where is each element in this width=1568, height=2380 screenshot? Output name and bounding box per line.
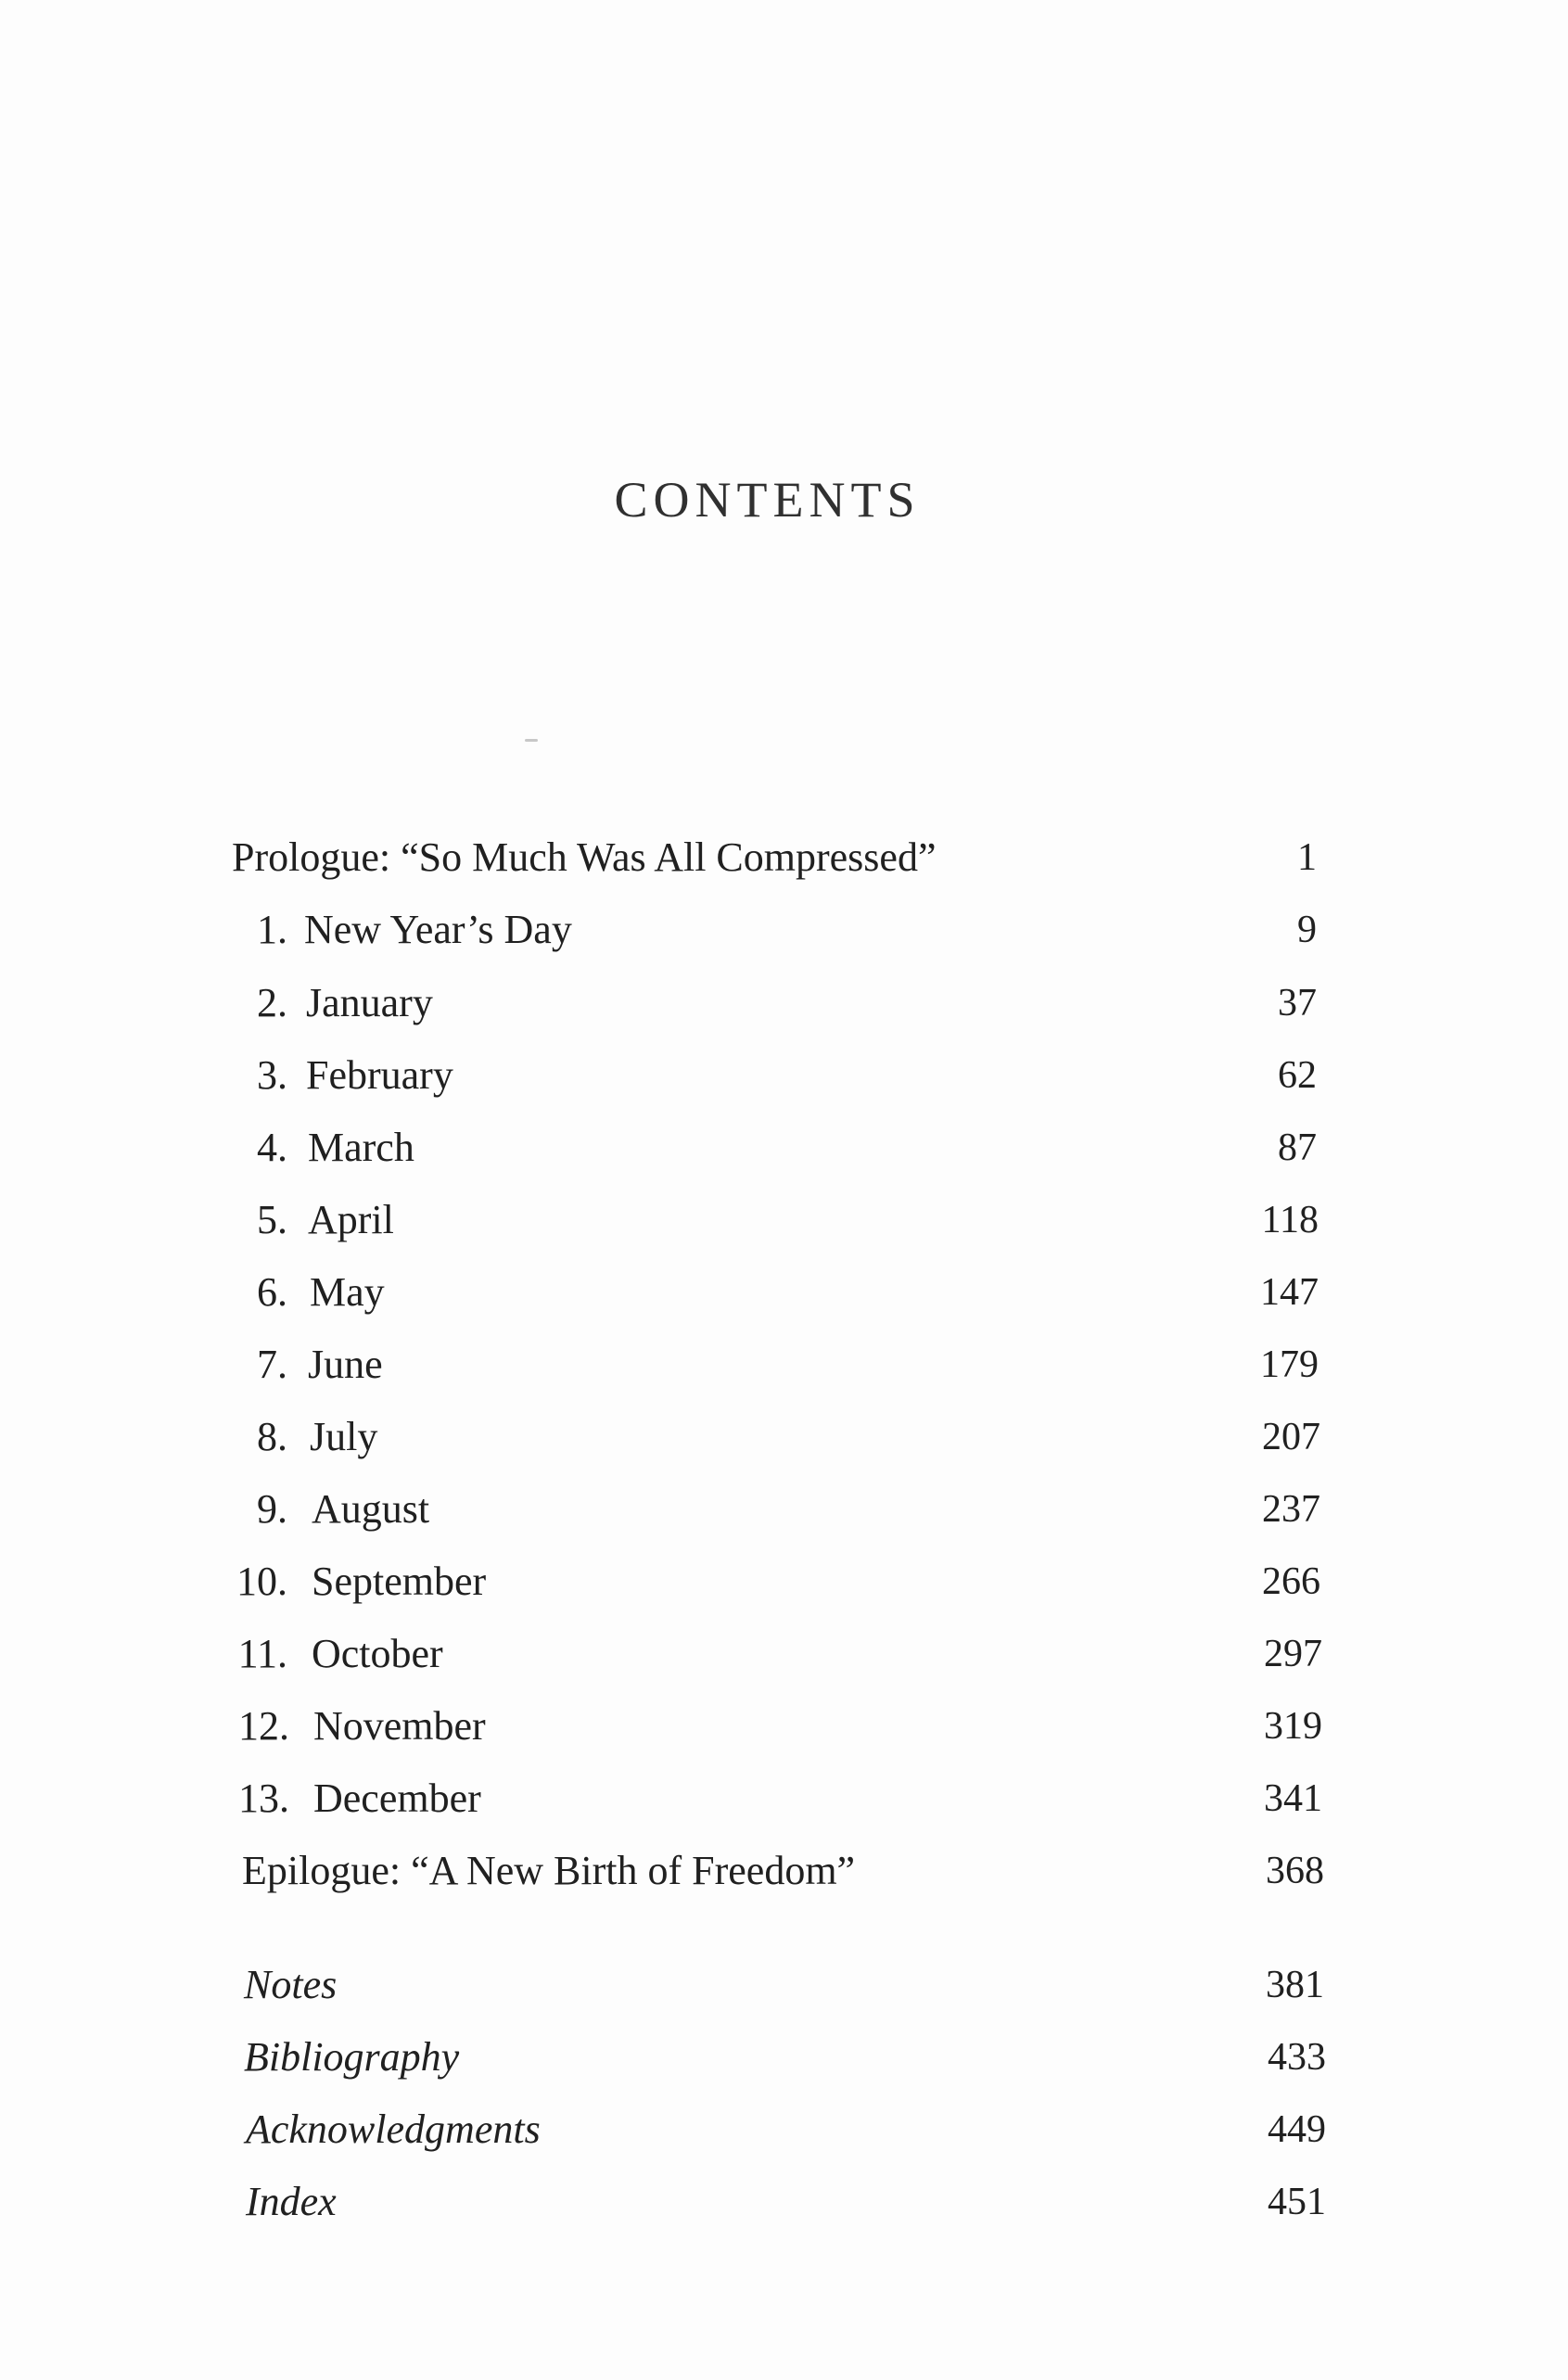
toc-entry-title: Epilogue: “A New Birth of Freedom” [242,1848,856,1893]
toc-entry-chapter[interactable] [0,1694,1568,1759]
toc-entry-epilogue[interactable] [0,1839,1568,1903]
toc-entry-title: New Year’s Day [304,907,572,952]
toc-entry-chapter[interactable] [0,897,1568,962]
toc-entry-back-matter[interactable] [0,1953,1568,2017]
toc-entry-number: 1. [257,907,287,952]
toc-entry-title: Prologue: “So Much Was All Compressed” [232,834,937,880]
toc-entry-chapter[interactable] [0,1115,1568,1180]
toc-entry-prologue[interactable] [0,825,1568,890]
toc-entry-chapter[interactable] [0,1766,1568,1831]
toc-entry-page: 433 [1268,2036,1326,2079]
toc-entry-number: 13. [238,1775,289,1821]
toc-entry-title: November [313,1703,486,1749]
toc-entry-page: 62 [1278,1054,1317,1097]
toc-entry-page: 319 [1264,1705,1322,1748]
toc-entry-page: 449 [1268,2108,1326,2151]
toc-entry-back-matter[interactable] [0,2170,1568,2234]
toc-entry-title: September [312,1559,487,1604]
toc-entry-title: Index [246,2179,337,2224]
toc-entry-number: 6. [257,1269,287,1315]
toc-entry-number: 9. [257,1486,287,1532]
toc-entry-chapter[interactable] [0,1549,1568,1614]
toc-entry-number: 8. [257,1414,287,1459]
toc-entry-page: 179 [1260,1343,1319,1386]
toc-entry-page: 118 [1261,1199,1319,1241]
toc-entry-number: 3. [257,1052,287,1098]
toc-entry-title: Acknowledgments [246,2106,541,2152]
toc-entry-title: May [310,1269,385,1315]
toc-entry-back-matter[interactable] [0,2025,1568,2090]
toc-entry-number: 2. [257,980,287,1025]
toc-entry-title: April [308,1197,394,1242]
toc-entry-title: December [313,1775,481,1821]
toc-entry-chapter[interactable] [0,1260,1568,1325]
toc-entry-chapter[interactable] [0,1405,1568,1470]
toc-entry-number: 12. [238,1703,289,1749]
toc-entry-page: 341 [1264,1777,1322,1820]
page-title: CONTENTS [614,472,921,528]
toc-entry-title: January [306,980,433,1025]
toc-entry-number: 7. [257,1342,287,1387]
toc-entry-page: 297 [1264,1633,1322,1675]
toc-entry-chapter[interactable] [0,971,1568,1036]
toc-entry-title: February [306,1052,453,1098]
toc-entry-back-matter[interactable] [0,2097,1568,2162]
toc-entry-page: 237 [1262,1488,1320,1531]
toc-entry-page: 37 [1278,982,1317,1025]
toc-entry-title: July [310,1414,378,1459]
toc-entry-chapter[interactable] [0,1477,1568,1542]
toc-entry-page: 381 [1266,1964,1324,2006]
toc-entry-title: October [312,1631,443,1676]
toc-entry-number: 5. [257,1197,287,1242]
toc-entry-title: Notes [244,1962,338,2007]
toc-entry-page: 207 [1262,1416,1320,1458]
toc-entry-page: 87 [1278,1126,1317,1169]
toc-entry-title: June [308,1342,383,1387]
toc-entry-chapter[interactable] [0,1332,1568,1397]
toc-entry-page: 147 [1260,1271,1319,1314]
toc-entry-page: 368 [1266,1850,1324,1892]
toc-entry-number: 4. [257,1125,287,1170]
toc-entry-title: August [312,1486,430,1532]
toc-entry-chapter[interactable] [0,1188,1568,1253]
toc-entry-chapter[interactable] [0,1043,1568,1108]
toc-entry-chapter[interactable] [0,1622,1568,1686]
toc-entry-number: 10. [236,1559,287,1604]
toc-entry-title: Bibliography [244,2034,460,2080]
toc-entry-title: March [308,1125,414,1170]
toc-entry-page: 266 [1262,1560,1320,1603]
toc-entry-page: 9 [1297,909,1317,951]
toc-entry-page: 451 [1268,2181,1326,2223]
toc-entry-number: 11. [237,1631,287,1676]
toc-entry-page: 1 [1297,836,1317,879]
